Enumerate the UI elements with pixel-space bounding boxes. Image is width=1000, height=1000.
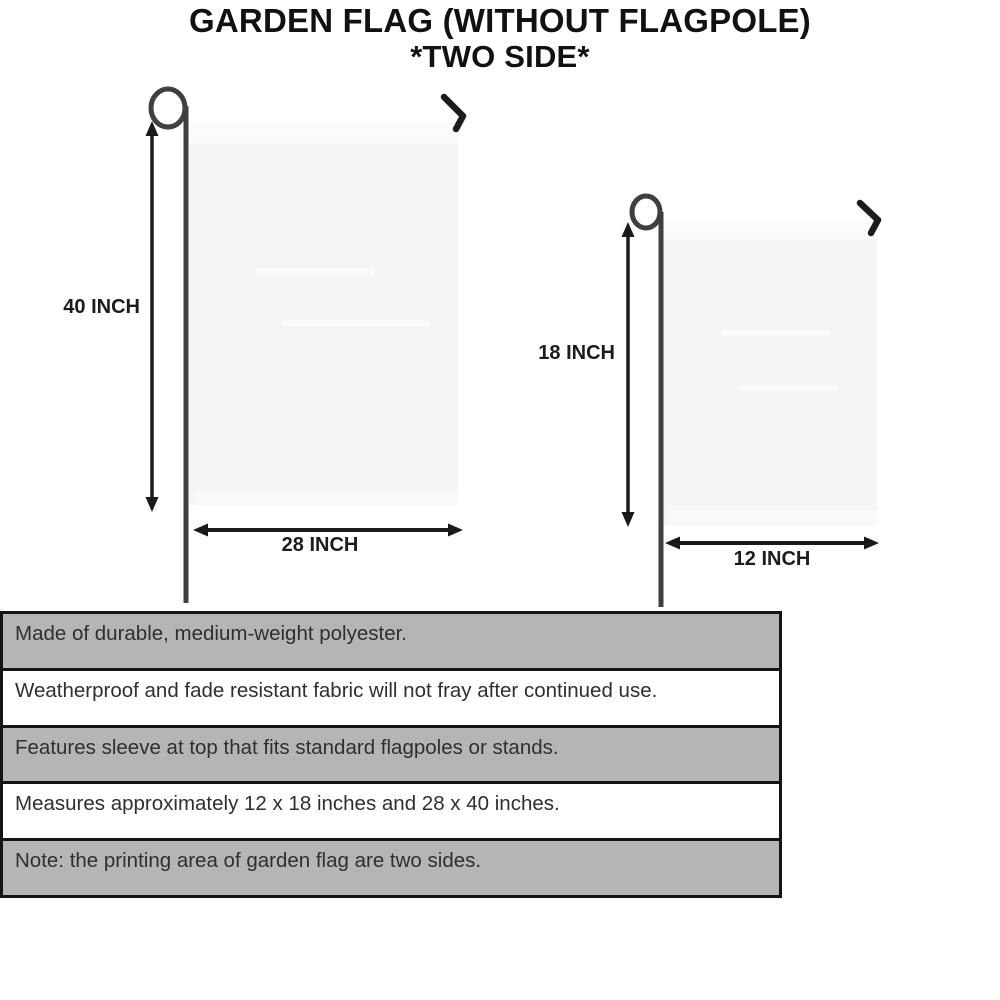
large-flag-height-arrow [146,121,159,512]
small-flag-width-label: 12 INCH [733,548,811,570]
large-flagpole-loop-icon [151,89,185,127]
title-line-2: *TWO SIDE* [410,38,590,74]
feature-row [3,781,779,838]
large-flag-sleeve [189,122,458,143]
feature-text: Weatherproof and fade resistant fabric will not fray after continued use. [15,678,658,702]
feature-text: Note: the printing area of garden flag are two sides. [15,849,482,873]
small-flag-height-arrow [622,222,635,527]
feature-row [3,614,779,668]
feature-text: Made of durable, medium-weight polyester. [15,622,407,645]
feature-row [3,725,779,782]
small-flag-height-label: 18 INCH [538,342,615,364]
small-flag-bottom-sheen [668,510,877,524]
features-table [0,611,782,898]
feature-text: Measures approximately 12 x 18 inches and 28 x 40 inches. [15,792,560,816]
title-line-1: GARDEN FLAG (WITHOUT FLAGPOLE) [189,2,811,39]
small-flag-sheen-streak-2 [740,385,840,391]
feature-text: Features sleeve at top that fits standard flagpoles or stands. [15,735,559,759]
small-flag-sheen-streak [720,330,830,336]
large-flag-bottom-sheen [196,492,458,505]
feature-row [3,668,779,725]
small-flag-fabric [663,222,877,525]
small-flag-sleeve [663,222,877,239]
large-flag-sheen-streak [255,268,375,275]
large-flag-fabric [189,122,458,505]
large-flag-group [146,89,464,603]
large-flag-height-label: 40 INCH [63,296,140,318]
large-flag-sheen-streak-2 [280,320,430,326]
small-flagpole-loop-icon [632,196,660,228]
feature-row [3,838,779,895]
large-flag-width-label: 28 INCH [281,534,359,556]
small-flag-group [622,196,880,607]
